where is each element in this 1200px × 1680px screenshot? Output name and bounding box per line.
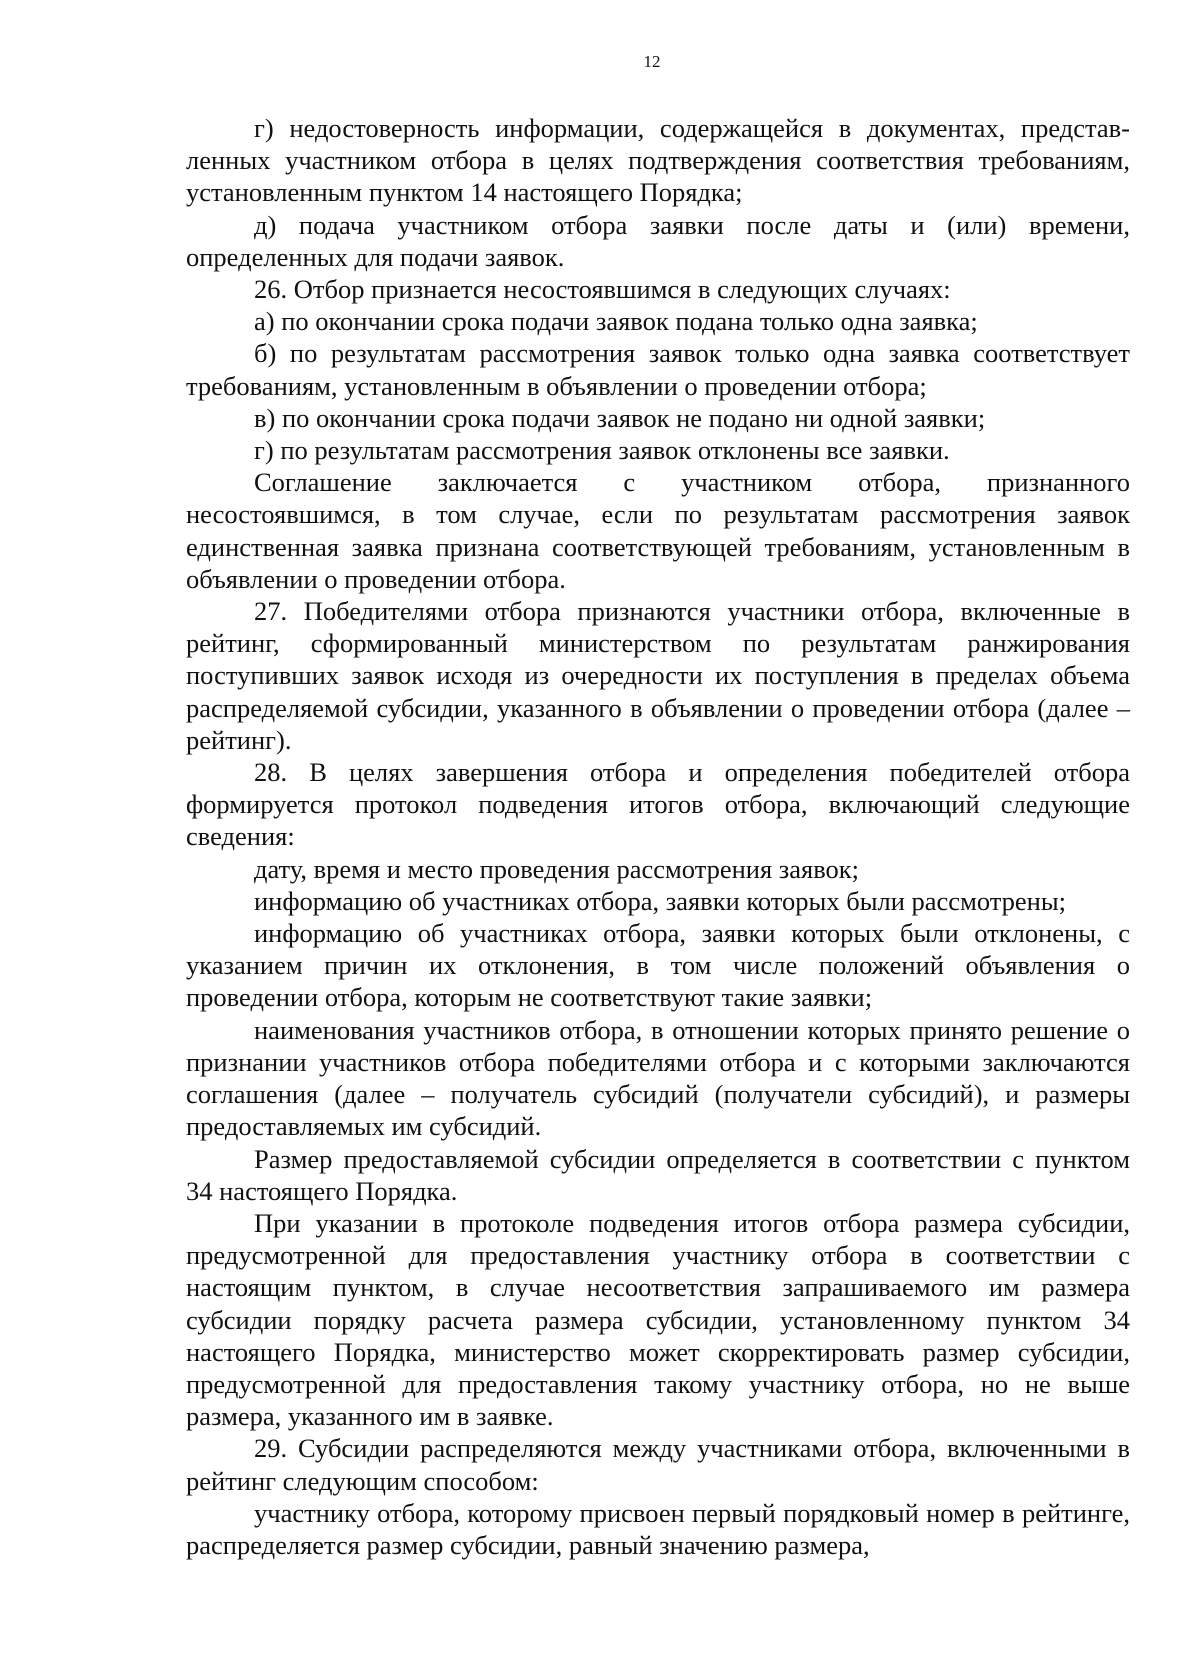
paragraph-28-item-winners: наименования участников отбора, в отношении которых принято решение о признании участников отбора победителями отбора и с которыми заключаются соглашения (далее – получатель субсидий (получатели субсидий), и размеры предоставляемых им субсидий.	[186, 1014, 1130, 1142]
paragraph-26: 26. Отбор признается несостоявшимся в следующих случаях:	[254, 274, 951, 305]
paragraph-25-d: д) подача участником отбора заявки после даты и (или) времени, определенных для подачи заявок.	[186, 209, 1130, 272]
paragraph-29: 29. Субсидии распределяются между участниками отбора, включенными в рейтинг следующим способом:	[186, 1433, 1130, 1496]
paragraph-28-item-reviewed: информацию об участниках отбора, заявки которых были рассмотрены;	[254, 885, 1067, 916]
paragraph-26-b: б) по результатам рассмотрения заявок только одна заявка соответствует требованиям, установленным в объявлении о проведении отбора;	[186, 338, 1130, 401]
paragraph-28: 28. В целях завершения отбора и определения победителей отбора формируется протокол подведения итогов отбора, включающий следующие сведения:	[186, 757, 1130, 852]
paragraph-protocol-correction: При указании в протоколе подведения итогов отбора размера субсидии, предусмотренной для предоставления участнику отбора в соответствии с настоящим пунктом, в случае несоответствия запрашиваемого им размера субсидии порядку расчета размера субсидии, установленному пунктом 34 настоящего Порядка, министерство может скорректировать размер субсидии, предусмотренной для предоставления такому участнику отбора, но не выше размера, указанного им в заявке.	[186, 1207, 1130, 1432]
page-number: 12	[643, 52, 661, 71]
paragraph-25-g: г) недостоверность информации, содержащейся в документах, представленных участником отбора в целях подтверждения соответствия требованиям, установленным пунктом 14 настоящего Порядка;	[186, 113, 1130, 208]
document-body	[186, 112, 1130, 1561]
paragraph-26-a: а) по окончании срока подачи заявок подана только одна заявка;	[254, 306, 978, 337]
paragraph-26-v: в) по окончании срока подачи заявок не подано ни одной заявки;	[254, 402, 986, 433]
paragraph-28-item-rejected: информацию об участниках отбора, заявки которых были отклонены, с указанием причин их отклонения, в том числе положений объявления о проведении отбора, которым не соответствуют такие заявки;	[186, 918, 1130, 1013]
paragraph-subsidy-size: Размер предоставляемой субсидии определяется в соответствии с пунктом 34 настоящего Порядка.	[186, 1143, 1130, 1206]
paragraph-agreement: Соглашение заключается с участником отбора, признанного несостоявшимся, в том случае, если по результатам рассмотрения заявок единственная заявка признана соответствующей требованиям, установленным в объявлении о проведении отбора.	[186, 467, 1130, 594]
paragraph-29-first-rank: участнику отбора, которому присвоен первый порядковый номер в рейтинге, распределяется размер субсидии, равный значению размера,	[186, 1497, 1130, 1560]
paragraph-28-item-date: дату, время и место проведения рассмотрения заявок;	[254, 853, 860, 884]
paragraph-27: 27. Победителями отбора признаются участники отбора, включенные в рейтинг, сформированный министерством по результатам ранжирования поступивших заявок исходя из очередности их поступления в пределах объема распределяемой субсидии, указанного в объявлении о проведении отбора (далее – рейтинг).	[186, 596, 1130, 755]
paragraph-26-g: г) по результатам рассмотрения заявок отклонены все заявки.	[254, 435, 950, 466]
